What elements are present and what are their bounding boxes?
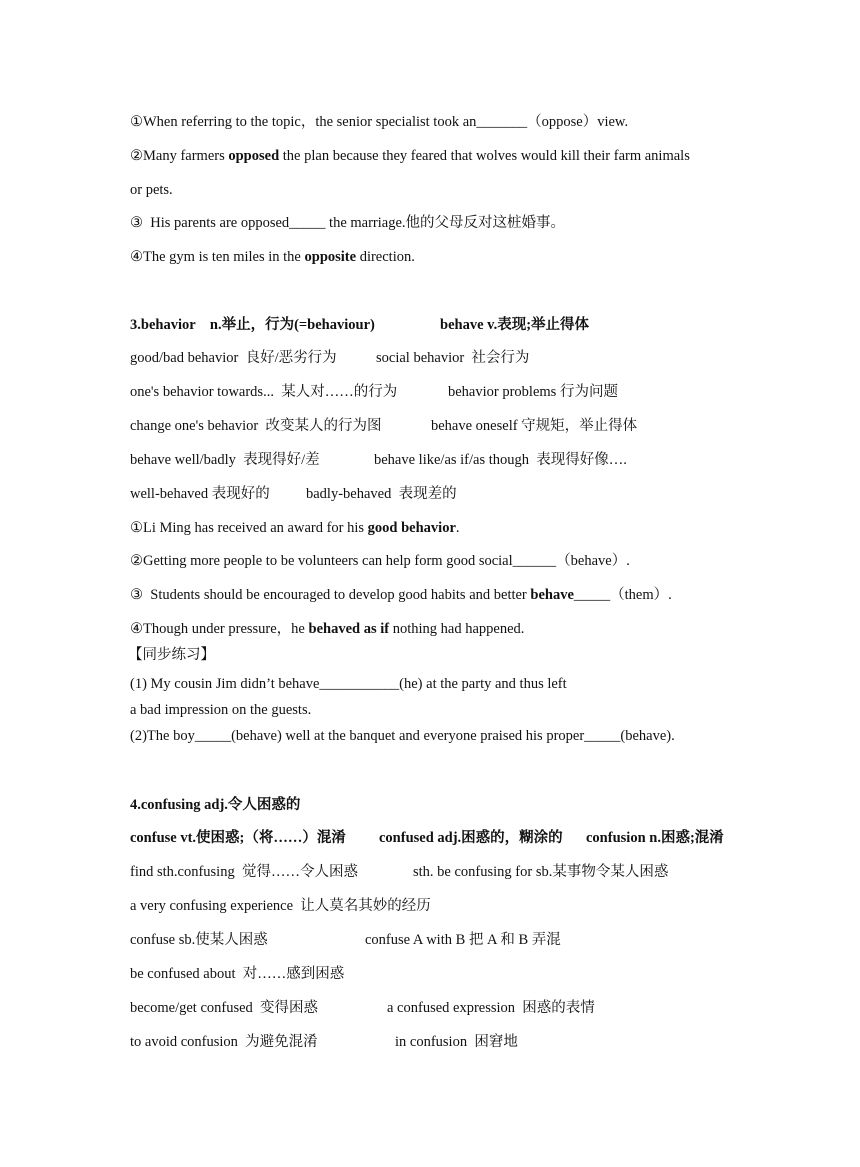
behavior-phrase-b-3: behave like/as if/as though 表现得好像….	[374, 452, 627, 468]
bold-term: good behavior	[367, 520, 456, 536]
behavior-phrase-a-1: one's behavior towards... 某人对……的行为	[130, 384, 398, 400]
confusing-heading: 4.confusing adj.令人困惑的	[130, 797, 301, 813]
behavior-heading: 3.behavior n.举止，行为(=behaviour)	[130, 317, 375, 333]
text: nothing had happened.	[389, 621, 525, 637]
bold-term: behaved as if	[308, 621, 390, 637]
confusing-phrase-a-5: to avoid confusion 为避免混淆	[130, 1034, 318, 1050]
confusing-phrase-a-1: a very confusing experience 让人莫名其妙的经历	[130, 898, 431, 914]
confusing-phrase-b-0: sth. be confusing for sb.某事物令某人困惑	[413, 864, 669, 880]
behavior-phrase-b-0: social behavior 社会行为	[376, 350, 530, 366]
behavior-example-2: ②Getting more people to be volunteers can help form good social______（behave）.	[130, 553, 630, 569]
behavior-phrase-a-2: change one's behavior 改变某人的行为图	[130, 418, 382, 434]
practice-item-1-continued: a bad impression on the guests.	[130, 702, 312, 718]
text: ②Many farmers	[130, 148, 229, 164]
oppose-example-3: ③ His parents are opposed_____ the marriage.他的父母反对这桩婚事。	[130, 215, 566, 231]
text: _____（them）.	[573, 587, 672, 603]
confusion-subheading: confusion n.困惑;混淆	[586, 830, 724, 846]
behavior-example-1	[130, 518, 460, 538]
behave-heading: behave v.表现;举止得体	[440, 317, 590, 333]
behavior-phrase-b-1: behavior problems 行为问题	[448, 384, 618, 400]
behavior-example-4	[130, 619, 524, 639]
text: ④The gym is ten miles in the	[130, 249, 305, 265]
confusing-phrase-a-2: confuse sb.使某人困惑	[130, 932, 268, 948]
behavior-example-3	[130, 585, 672, 605]
confusing-phrase-b-2: confuse A with B 把 A 和 B 弄混	[365, 932, 561, 948]
text: ④Though under pressure，he	[130, 621, 309, 637]
text: the plan because they feared that wolves would kill their farm animals	[279, 148, 690, 164]
behavior-phrase-a-3: behave well/badly 表现得好/差	[130, 452, 320, 468]
behavior-phrase-b-2: behave oneself 守规矩，举止得体	[431, 418, 638, 434]
confusing-phrase-a-4: become/get confused 变得困惑	[130, 1000, 319, 1016]
confusing-phrase-b-4: a confused expression 困惑的表情	[387, 1000, 595, 1016]
behavior-phrase-a-4: well-behaved 表现好的	[130, 486, 270, 502]
text: ①Li Ming has received an award for his	[130, 520, 368, 536]
practice-item-1: (1) My cousin Jim didn’t behave___________(he) at the party and thus left	[130, 676, 567, 692]
confusing-phrase-a-0: find sth.confusing 觉得……令人困惑	[130, 864, 358, 880]
confusing-phrase-a-3: be confused about 对……感到困惑	[130, 966, 345, 982]
oppose-example-2	[130, 146, 690, 166]
behavior-phrase-b-4: badly-behaved 表现差的	[306, 486, 457, 502]
oppose-example-2-continued: or pets.	[130, 182, 173, 198]
bold-term: behave	[530, 587, 574, 603]
confusing-phrase-b-5: in confusion 困窘地	[395, 1034, 518, 1050]
oppose-example-1: ①When referring to the topic，the senior specialist took an_______（oppose）view.	[130, 114, 629, 130]
text: .	[455, 520, 460, 536]
oppose-example-4	[130, 247, 415, 267]
text: ③ Students should be encouraged to develop good habits and better	[130, 587, 531, 603]
practice-title: 【同步练习】	[128, 647, 215, 663]
confuse-subheading: confuse vt.使困惑;（将……）混淆	[130, 830, 346, 846]
confused-subheading: confused adj.困惑的，糊涂的	[379, 830, 563, 846]
text: direction.	[356, 249, 415, 265]
behavior-phrase-a-0: good/bad behavior 良好/恶劣行为	[130, 350, 337, 366]
bold-term: opposed	[228, 148, 280, 164]
bold-term: opposite	[304, 249, 357, 265]
practice-item-2: (2)The boy_____(behave) well at the banquet and everyone praised his proper_____(behave).	[130, 728, 675, 744]
